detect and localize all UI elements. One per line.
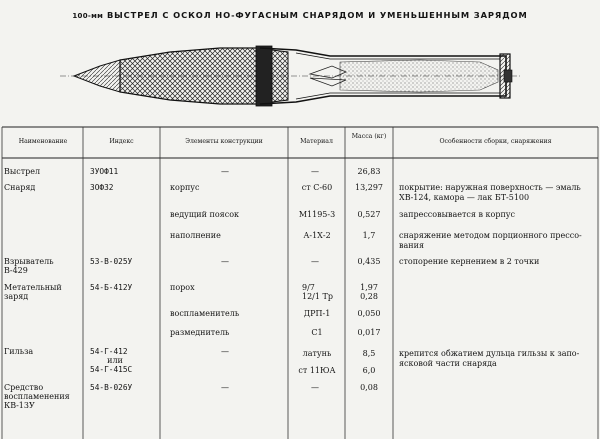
row1-name: Выстрел (4, 167, 41, 176)
row1-material: — (311, 167, 319, 176)
row4-features-line2: вания (399, 241, 424, 250)
row8-material: С1 (311, 328, 323, 337)
driving-band-shape (256, 46, 272, 106)
row3-features: запрессовывается в корпус (399, 210, 515, 219)
row6-elements: порох (170, 283, 195, 292)
row9-index-line2: или (107, 356, 123, 365)
header-index: Индекс (109, 138, 134, 145)
row4-mass: 1,7 (362, 231, 376, 240)
row9-index-line3: 54-Г-415С (90, 365, 133, 374)
row10-mass: 0,08 (360, 383, 378, 392)
row8-mass: 0,017 (357, 328, 381, 337)
row9-material-line1: латунь (302, 349, 332, 358)
header-elements: Элементы конструкции (185, 138, 263, 145)
row9-mass-line1: 8,5 (362, 349, 376, 358)
row6-mass-line1: 1,97 (360, 283, 378, 292)
row1-index: 3УОФ11 (90, 167, 119, 176)
title-prefix: 100-мм (72, 12, 104, 20)
row7-elements: воспламенитель (170, 309, 240, 318)
row6-index: 54-Б-412У (90, 283, 133, 292)
row2-features-line2: ХВ-124, камора — лак БТ-5100 (399, 193, 530, 202)
row5-name-line2: В-429 (4, 266, 28, 275)
row3-material: М1195-3 (298, 210, 336, 219)
row5-elements: — (221, 257, 229, 266)
row5-name-line1: Взрыватель (4, 257, 54, 266)
row6-material-line1: 9/7 (302, 283, 315, 292)
row5-material: — (311, 257, 319, 266)
header-name: Наименование (18, 138, 68, 145)
row9-features-line2: ясковой части снаряда (399, 359, 497, 368)
row10-index: 54-В-026У (90, 383, 133, 392)
row9-mass-line2: 6,0 (362, 366, 376, 375)
row10-elements: — (221, 383, 229, 392)
row9-features-line1: крепится обжатием дульца гильзы к запо- (399, 349, 580, 358)
projectile-base-shape (272, 50, 288, 102)
row3-elements: ведущий поясок (170, 210, 240, 219)
row9-name: Гильза (4, 347, 34, 356)
row5-index: 53-В-025У (90, 257, 133, 266)
document-title (0, 10, 600, 20)
primer-shape (504, 70, 512, 82)
header-material: Материал (300, 138, 333, 145)
row7-material: ДРП-1 (303, 309, 331, 318)
row10-name-line3: КВ-13У (4, 401, 35, 410)
row9-material-line2: ст 11ЮА (298, 366, 336, 375)
row2-elements: корпус (170, 183, 200, 192)
row8-elements: размеднитель (170, 328, 230, 337)
row1-mass: 26,83 (357, 167, 381, 176)
row9-elements: — (221, 347, 229, 356)
row9-index-line1: 54-Г-412 (90, 347, 128, 356)
row4-features-line1: снаряжение методом порционного прессо- (399, 231, 582, 240)
title-text: ВЫСТРЕЛ С ОСКОЛ НО-ФУГАСНЫМ СНАРЯДОМ И УМЕНЬШЕННЫМ ЗАРЯДОМ (106, 10, 528, 20)
row10-name-line1: Средство (4, 383, 44, 392)
row2-mass: 13,297 (355, 183, 383, 192)
row4-material: А-1Х-2 (303, 231, 331, 240)
projectile-body-shape (120, 48, 260, 104)
row6-material-line2: 12/1 Тр (302, 292, 333, 301)
propellant-charge-shape (340, 60, 498, 92)
row2-index: 3ОФ32 (90, 183, 114, 192)
row10-name-line2: воспламенения (4, 392, 70, 401)
row2-features-line1: покрытие: наружная поверхность — эмаль (399, 183, 581, 192)
row6-name-line1: Метательный (4, 283, 62, 292)
row7-mass: 0,050 (357, 309, 381, 318)
row4-elements: наполнение (170, 231, 221, 240)
row2-name: Снаряд (4, 183, 36, 192)
row5-mass: 0,435 (357, 257, 381, 266)
row5-features: стопорение кернением в 2 точки (399, 257, 540, 266)
row6-mass-line2: 0,28 (360, 292, 378, 301)
row3-mass: 0,527 (357, 210, 381, 219)
fuze-shape (74, 60, 120, 92)
header-mass: Масса (кг) (351, 133, 387, 140)
row2-material: ст С-60 (301, 183, 333, 192)
row1-elements: — (221, 167, 229, 176)
header-features: Особенности сборки, снаряжения (439, 138, 552, 145)
cartridge-cross-section-drawing (60, 26, 520, 116)
row6-name-line2: заряд (4, 292, 29, 301)
row10-material: — (311, 383, 319, 392)
